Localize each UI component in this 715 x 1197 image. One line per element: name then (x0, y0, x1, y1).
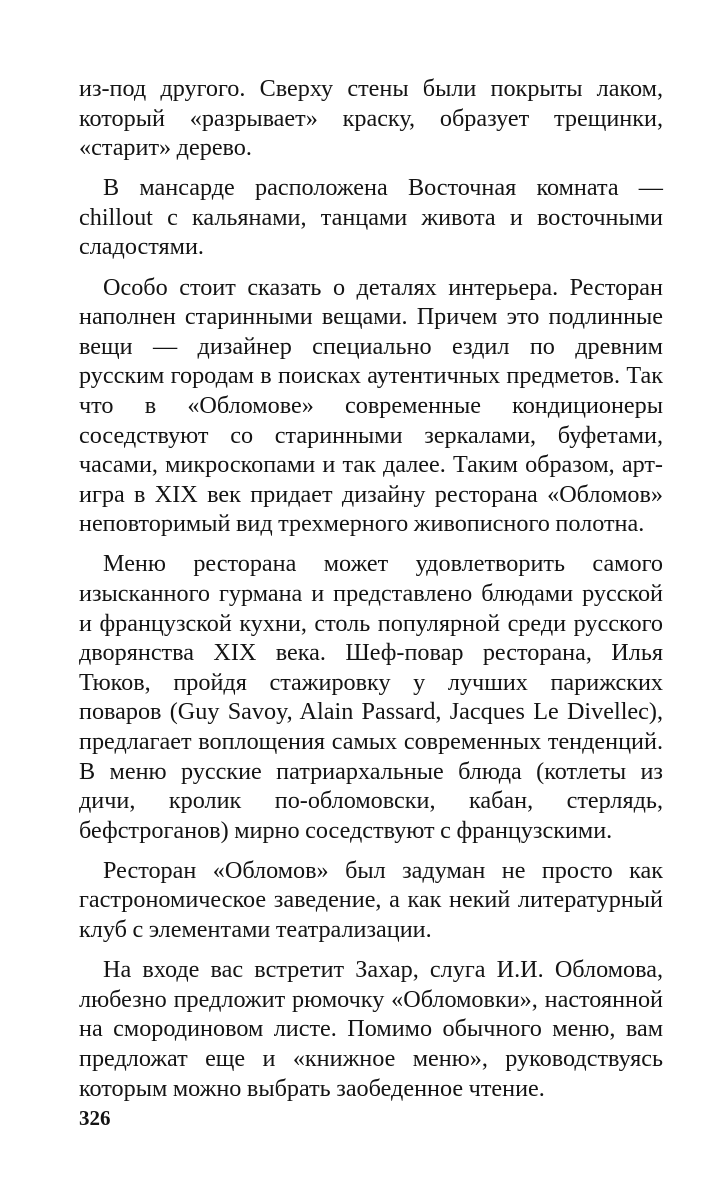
paragraph-interior-details: Особо стоит сказать о деталях интерьера. Ресторан наполнен старинными вещами. Причем это подлинные вещи — дизайнер специально ездил по древним русским городам в поисках аутентичных предметов. Так что в «Обломове» современные кондиционеры соседствуют со старинными зеркалами, буфетами, часами, микроскопами и так далее. Таким образом, арт-игра в XIX век придает дизайну ресторана «Обломов» неповторимый вид трехмерного живописного полотна. (79, 273, 663, 538)
body-text (79, 74, 663, 1114)
paragraph-menu: Меню ресторана может удовлетворить самого изысканного гурмана и представлено блюдами русской и французской кухни, столь популярной среди русского дворянства XIX века. Шеф-повар ресторана, Илья Тюков, пройдя стажировку у лучших парижских поваров (Guy Savoy, Alain Passard, Jacques Le Divellec), предлагает воплощения самых современных тенденций. В меню русские патриархальные блюда (котлеты из дичи, кролик по-обломовски, кабан, стерлядь, бефстроганов) мирно соседствуют с французскими. (79, 550, 663, 844)
page-number: 326 (79, 1106, 111, 1130)
paragraph-attic-room: В мансарде расположена Восточная комната — chillout с кальянами, танцами живота и восточными сладостями. (79, 174, 663, 261)
paragraph-literary-club: Ресторан «Обломов» был задуман не просто как гастрономическое заведение, а как некий литературный клуб с элементами театрализации. (79, 856, 663, 944)
paragraph-continuation: из-под другого. Сверху стены были покрыты лаком, который «разрывает» краску, образует трещинки, «старит» дерево. (79, 75, 663, 162)
paragraph-entrance: На входе вас встретит Захар, слуга И.И. Обломова, любезно предложит рюмочку «Обломовки», настоянной на смородиновом листе. Помимо обычного меню, вам предложат еще и «книжное меню», руководствуясь которым можно выбрать заобеденное чтение. (79, 956, 663, 1102)
